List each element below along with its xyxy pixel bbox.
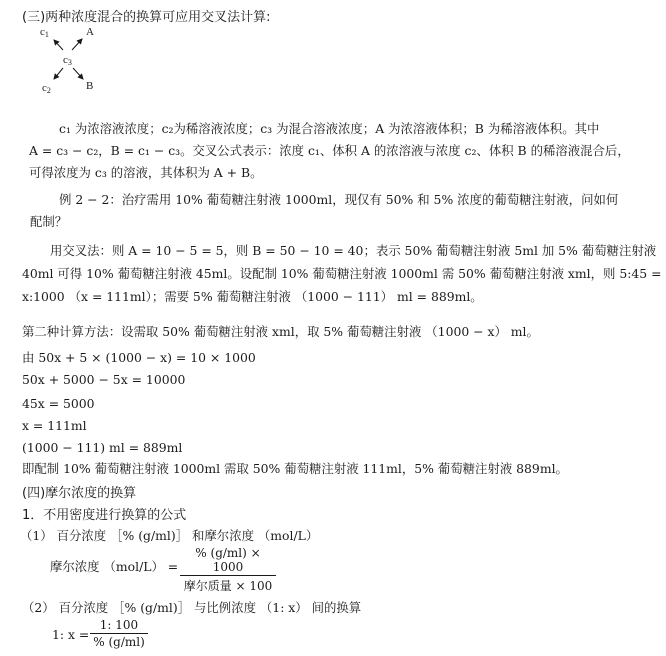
method2-intro: 第二种计算方法：设需取 50% 葡萄糖注射液 xml，取 5% 葡萄糖注射液 （1000 − x） ml。 [22,324,539,339]
diagram-c2: $c_2$ [42,82,51,95]
cross-method-diagram [36,24,106,98]
method2-step-2: 50x + 5000 − 5x = 10000 [22,372,186,387]
method2-step-1: 由 50x + 5 × (1000 − x) = 10 × 1000 [22,350,256,365]
formula-2-lhs: 1: x = [52,627,90,642]
formula-1-fraction [180,546,276,594]
method2-step-4: x = 111ml [22,418,87,433]
method1-line-1: 用交叉法：则 A = 10 − 5 = 5，则 B = 50 − 10 = 40；表示 50% 葡萄糖注射液 5ml 加 5% 葡萄糖注射液 [50,243,657,258]
method2-step-5: (1000 − 111) ml = 889ml [22,440,183,455]
method2-conclusion: 即配制 10% 葡萄糖注射液 1000ml 需取 50% 葡萄糖注射液 111ml，5% 葡萄糖注射液 889ml。 [22,461,568,476]
section-4-item-2: （2） 百分浓度 ［% (g/ml)］ 与比例浓度 （1: x） 间的换算 [22,600,362,615]
example-line-1: 例 2 − 2：治疗需用 10% 葡萄糖注射液 1000ml，现仅有 50% 和 5% 浓度的葡萄糖注射液，问如何 [59,192,619,207]
formula-2-bar [90,633,148,634]
arrow-to-c1 [54,40,63,50]
formula-1-denominator: 摩尔质量 × 100 [183,579,273,593]
arrow-to-b [73,68,83,79]
explanation-line-2: A = c₃ − c₂，B = c₁ − c₃。交叉公式表示：浓度 c₁、体积 A 的浓溶液与浓度 c₂、体积 B 的稀溶液混合后， [29,143,630,158]
arrow-to-c2 [54,68,63,79]
formula-1-bar [180,575,276,576]
example-line-2: 配制？ [30,214,68,229]
diagram-c3: $c_3$ [63,54,72,67]
formula-2-denominator: % (g/ml) [93,635,145,649]
method2-step-3: 45x = 5000 [22,396,95,411]
formula-1-numerator: % (g/ml) × 1000 [195,546,261,574]
section-3-heading: (三)两种浓度混合的换算可应用交叉法计算: [22,10,271,25]
formula-2-fraction [90,618,148,649]
formula-2-numerator: 1: 100 [99,618,139,632]
diagram-a: A [86,26,94,38]
diagram-arrows [36,24,106,98]
explanation-line-3: 可得浓度为 c₃ 的溶液，其体积为 A + B。 [29,165,263,180]
formula-1-lhs: 摩尔浓度 （mol/L） = [50,559,179,574]
section-4-sub-1: 1．不用密度进行换算的公式 [22,508,187,523]
diagram-c1: $c_1$ [40,26,49,39]
section-4-item-1: （1） 百分浓度 ［% (g/ml)］ 和摩尔浓度 （mol/L） [20,528,319,543]
explanation-line-1: c₁ 为浓溶液浓度；c₂为稀溶液浓度；c₃ 为混合溶液浓度；A 为浓溶液体积；B 为稀溶液体积。其中 [59,121,600,136]
diagram-b: B [86,80,94,92]
method1-line-2: 40ml 可得 10% 葡萄糖注射液 45ml。设配制 10% 葡萄糖注射液 1000ml 需 50% 葡萄糖注射液 xml，则 5:45 = [22,266,662,281]
section-4-heading: (四)摩尔浓度的换算 [22,486,137,501]
method1-line-3: x:1000 （x = 111ml）；需要 5% 葡萄糖注射液 （1000 − 111） ml = 889ml。 [22,289,483,304]
arrow-to-a [72,39,82,50]
